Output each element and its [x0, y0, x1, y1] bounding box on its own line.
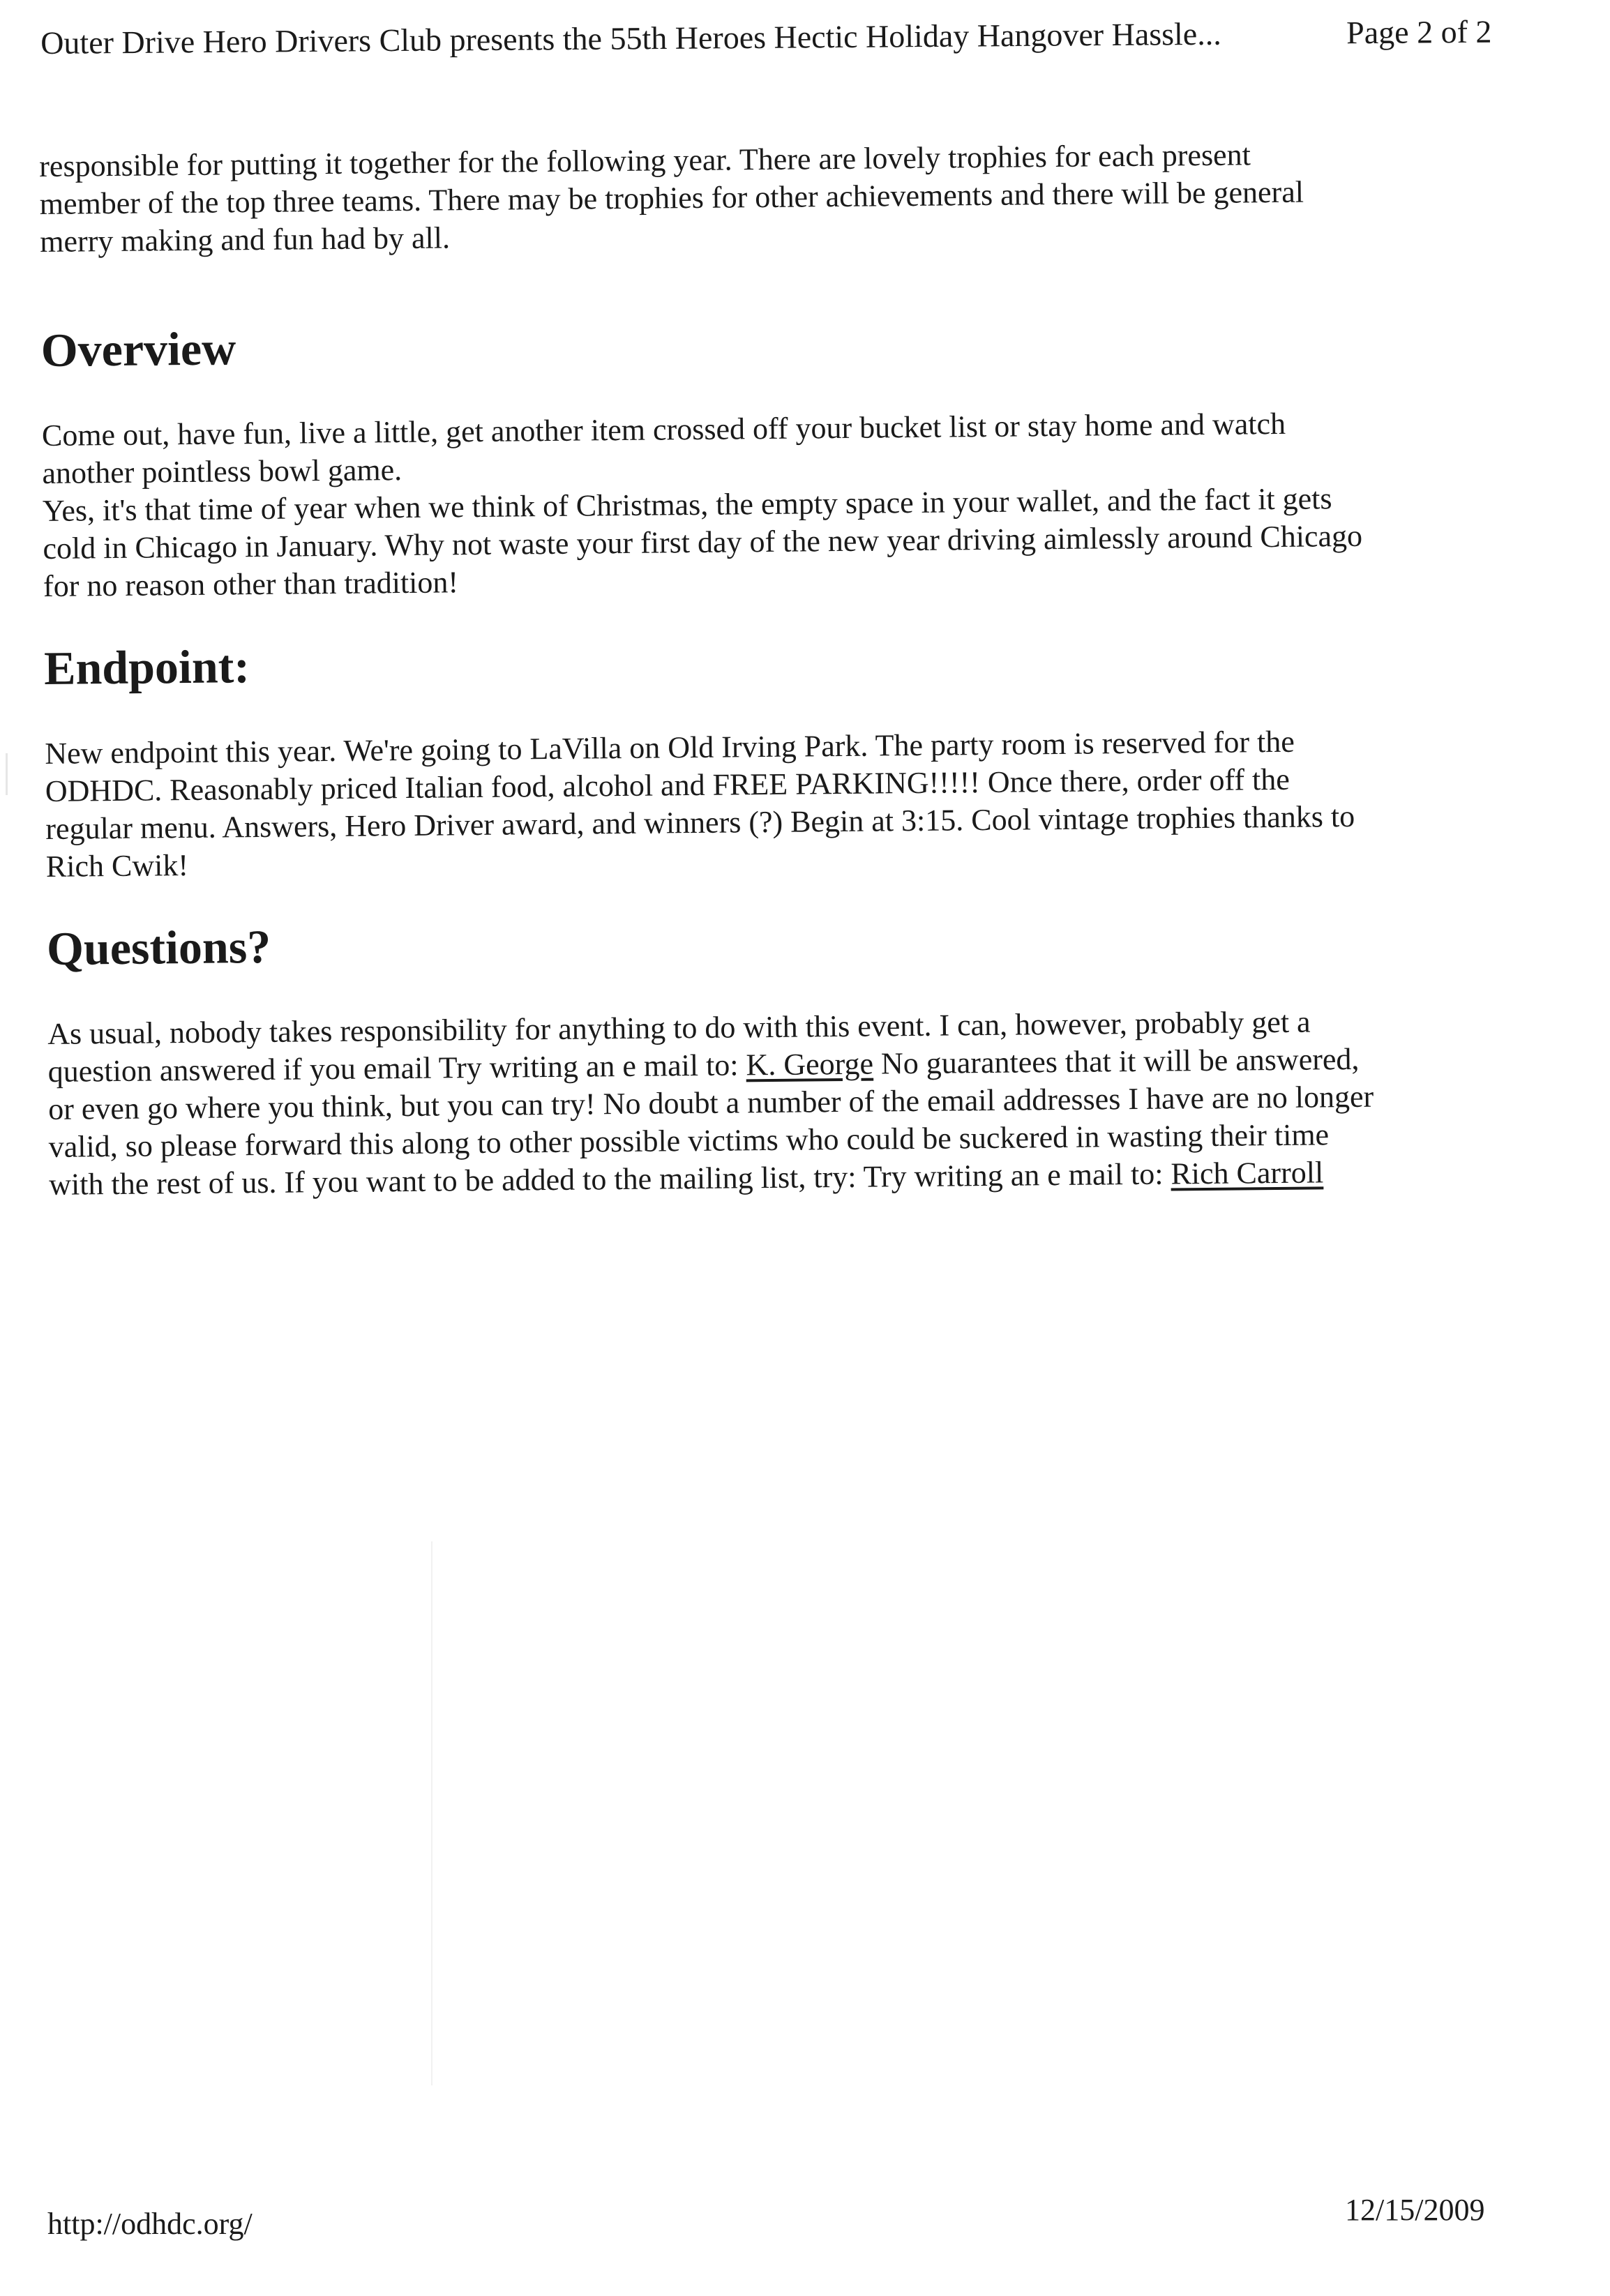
questions-line: or even go where you think, but you can try! No doubt a number of the email addresses I have are no longer — [47, 1079, 1374, 1126]
intro-paragraph — [39, 134, 1519, 261]
k-george-email-link[interactable]: K. George — [746, 1046, 874, 1082]
overview-heading: Overview — [40, 322, 236, 377]
overview-line: for no reason other than tradition! — [43, 565, 459, 603]
questions-text: with the rest of us. If you want to be added to the mailing list, try: Try writing an e mail to: — [49, 1156, 1171, 1202]
header-title: Outer Drive Hero Drivers Club presents the 55th Heroes Hectic Holiday Hangover Hassle... — [40, 15, 1221, 61]
questions-paragraph — [47, 1002, 1528, 1204]
questions-heading: Questions? — [46, 919, 271, 975]
questions-text: question answered if you email Try writing an e mail to: — [47, 1048, 746, 1089]
endpoint-heading: Endpoint: — [43, 640, 250, 695]
overview-line: Yes, it's that time of year when we think of Christmas, the empty space in your wallet, and the fact it gets — [42, 481, 1332, 528]
endpoint-line: ODHDC. Reasonably priced Italian food, alcohol and FREE PARKING!!!!! Once there, order off the — [45, 762, 1290, 808]
footer-url: http://odhdc.org/ — [47, 2207, 253, 2241]
page-number: Page 2 of 2 — [1346, 13, 1492, 51]
page-header — [40, 12, 1519, 63]
questions-text: No guarantees that it will be answered, — [873, 1041, 1360, 1081]
intro-line: member of the top three teams. There may be trophies for other achievements and there will be general — [39, 174, 1304, 221]
overview-line: Come out, have fun, live a little, get another item crossed off your bucket list or stay home and watch — [41, 406, 1286, 453]
questions-line: As usual, nobody takes responsibility for anything to do with this event. I can, however, probably get a — [47, 1004, 1311, 1051]
intro-line: responsible for putting it together for the following year. There are lovely trophies for each present — [39, 137, 1251, 183]
rich-carroll-email-link[interactable]: Rich Carroll — [1171, 1155, 1324, 1191]
endpoint-line: New endpoint this year. We're going to LaVilla on Old Irving Park. The party room is reserved for the — [45, 724, 1295, 771]
page-content — [39, 134, 1528, 1204]
footer-date: 12/15/2009 — [1345, 2193, 1485, 2227]
endpoint-paragraph — [45, 721, 1525, 886]
scan-edge-mark — [6, 753, 8, 795]
questions-line: valid, so please forward this along to other possible victims who could be suckered in wasting their time — [48, 1117, 1330, 1164]
overview-line: cold in Chicago in January. Why not waste your first day of the new year driving aimlessly around Chicago — [43, 518, 1363, 566]
endpoint-line: Rich Cwik! — [45, 847, 189, 884]
scan-artifact — [431, 1541, 432, 2085]
endpoint-line: regular menu. Answers, Hero Driver award, and winners (?) Begin at 3:15. Cool vintage trophies thanks to — [45, 799, 1355, 846]
overview-line: another pointless bowl game. — [42, 453, 402, 490]
intro-line: merry making and fun had by all. — [40, 220, 451, 259]
overview-paragraph — [42, 403, 1522, 605]
